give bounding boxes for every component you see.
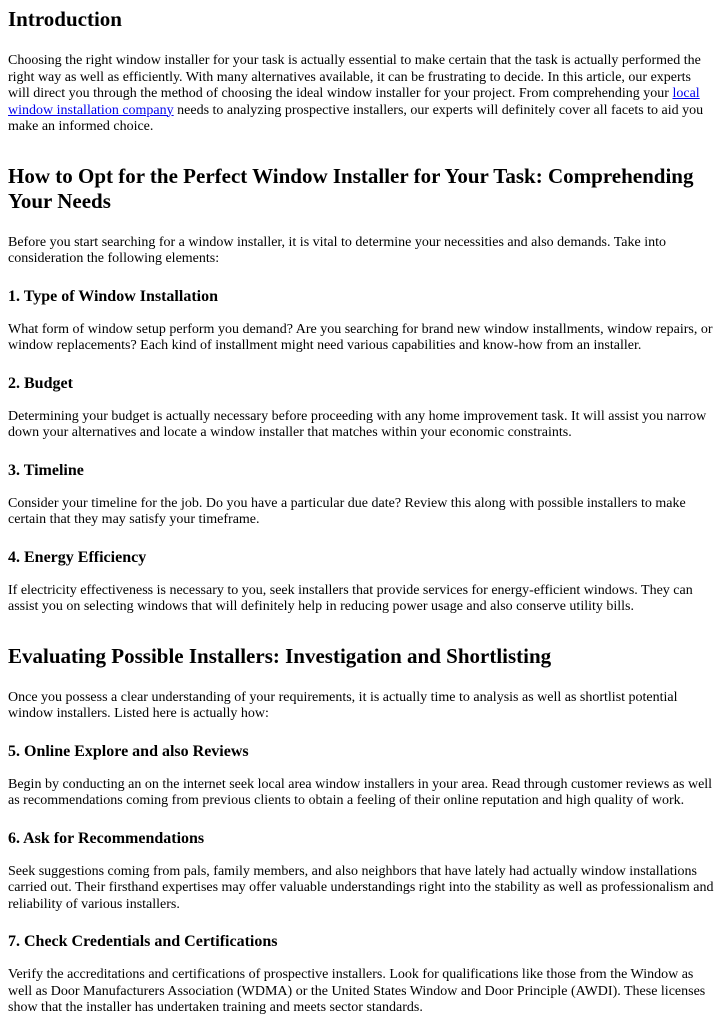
item-heading-timeline: 3. Timeline: [8, 461, 84, 479]
item-text-budget: Determining your budget is actually necessary before proceeding with any home improvement task. It will assist you narrow down your alternatives and locate a window installer that matches within your economic constraints.: [8, 408, 707, 440]
local-window-installation-link[interactable]: local window installation company: [8, 86, 700, 118]
item-text-credentials: Verify the accreditations and certifications of prospective installers. Look for qualifications like those from the Window as well as Door Manufacturers Association (WDMA) or the United States Window and Door Principle (AWDI). These licenses show that the installer has undertaken training and meets sector standards.: [8, 967, 706, 1015]
section2-intro: Once you possess a clear understanding of your requirements, it is actually time to analysis as well as shortlist potential window installers. Listed here is actually how:: [8, 689, 678, 721]
item-text-online-reviews: Begin by conducting an on the internet seek local area window installers in your area. Read through customer reviews as well as recommendations coming from previous clients to obtain a feeling of their online reputation and high quality of work.: [8, 776, 713, 808]
item-heading-recommendations: 6. Ask for Recommendations: [8, 829, 205, 847]
article: [0, 7, 720, 1017]
item-text-timeline: Consider your timeline for the job. Do you have a particular due date? Review this along with possible installers to make certain that they may satisfy your timeframe.: [8, 495, 686, 527]
item-text-type-of-installation: What form of window setup perform you demand? Are you searching for brand new window installments, window repairs, or window replacements? Each kind of installment might need various capabilities and know-how from an installer.: [8, 321, 713, 353]
intro-text-after-link: needs to analyzing prospective installers, our experts will definitely cover all facets to aid you make an informed choice.: [8, 102, 704, 134]
intro-text-before-link: Choosing the right window installer for your task is actually essential to make certain that the task is actually performed the right way as well as efficiently. With many alternatives available, it can be frustrating to decide. In this article, our experts will direct you through the method of choosing the ideal window installer for your project. From comprehending your: [8, 53, 701, 101]
item-heading-credentials: 7. Check Credentials and Certifications: [8, 933, 278, 950]
section1-intro: Before you start searching for a window installer, it is vital to determine your necessities and also demands. Take into consideration the following elements:: [8, 234, 666, 266]
section2-heading: Evaluating Possible Installers: Investigation and Shortlisting: [8, 643, 552, 668]
intro-heading: Introduction: [8, 7, 122, 31]
item-heading-budget: 2. Budget: [8, 374, 73, 392]
item-heading-energy-efficiency: 4. Energy Efficiency: [8, 548, 147, 566]
section1-heading: How to Opt for the Perfect Window Installer for Your Task: Comprehending Your Needs: [8, 163, 694, 213]
item-heading-online-reviews: 5. Online Explore and also Reviews: [8, 742, 249, 760]
item-text-recommendations: Seek suggestions coming from pals, family members, and also neighbors that have lately had actually window installations carried out. Their firsthand expertises may offer valuable understandings right into the stability as well as professionalism and reliability of various installers.: [8, 863, 714, 912]
intro-paragraph: [8, 53, 714, 136]
item-text-energy-efficiency: If electricity effectiveness is necessary to you, seek installers that provide services for energy-efficient windows. They can assist you on selecting windows that will definitely help in reducing power usage and also conserve utility bills.: [8, 582, 693, 614]
item-heading-type-of-installation: 1. Type of Window Installation: [8, 287, 218, 305]
